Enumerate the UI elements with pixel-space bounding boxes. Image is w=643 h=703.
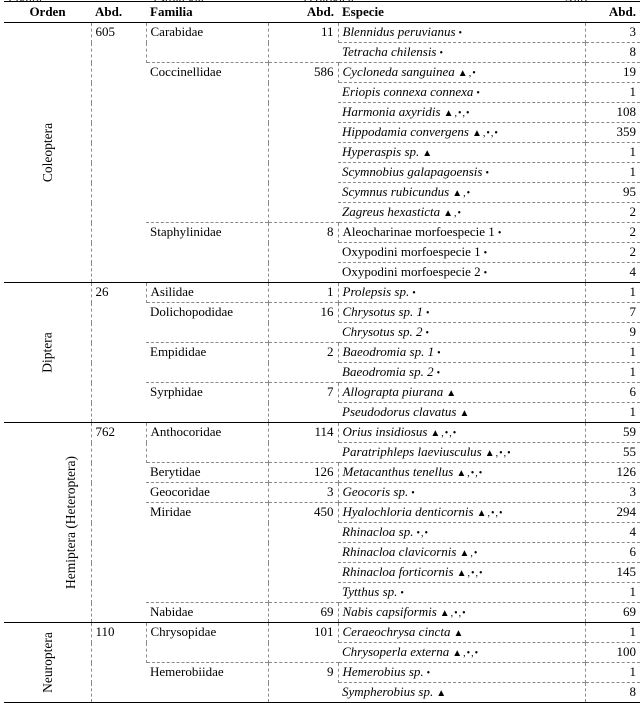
orden-label: Neuroptera [39, 632, 55, 693]
familia-cell: Carabidae [146, 23, 268, 63]
familia-cell: Nabidae [146, 603, 268, 623]
especie-cell [338, 463, 585, 483]
especie-abundance: 95 [585, 183, 640, 203]
strategy-symbols: ▲,• [452, 188, 472, 199]
especie-name: Rhinacloa forticornis [342, 564, 454, 579]
especie-cell [338, 243, 585, 263]
strategy-symbols: ▲ [436, 688, 448, 699]
especie-name: Scymnus rubicundus [342, 184, 450, 199]
strategy-symbols: • [439, 48, 445, 59]
table-document [4, 0, 640, 699]
especie-abundance: 3 [585, 483, 640, 503]
especie-name: Cycloneda sanguinea [342, 64, 455, 79]
especie-cell [338, 543, 585, 563]
especie-name: Blennidus peruvianus [342, 24, 456, 39]
familia-abundance: 2 [268, 343, 338, 383]
especie-abundance: 1 [585, 163, 640, 183]
strategy-symbols: ▲,•,• [443, 108, 471, 119]
especie-cell [338, 283, 585, 303]
especie-cell [338, 523, 585, 543]
strategy-symbols: ▲,•,• [476, 508, 504, 519]
especie-cell [338, 223, 585, 243]
strategy-symbols: • [483, 268, 489, 279]
strategy-symbols: ▲,•,• [471, 128, 499, 139]
especie-abundance: 294 [585, 503, 640, 523]
especie-abundance: 1 [585, 143, 640, 163]
especie-abundance: 69 [585, 603, 640, 623]
strategy-symbols: ▲,•,• [456, 568, 484, 579]
strategy-symbols: ▲,•,• [484, 448, 512, 459]
table-row [4, 283, 640, 303]
especie-cell [338, 403, 585, 423]
especie-name: Harmonia axyridis [342, 104, 441, 119]
especie-cell [338, 503, 585, 523]
especie-name: Tytthus sp. [342, 584, 398, 599]
familia-cell: Chrysopidae [146, 623, 268, 663]
especie-abundance: 1 [585, 363, 640, 383]
orden-abundance: 26 [91, 283, 146, 423]
familia-abundance: 11 [268, 23, 338, 63]
especie-cell [338, 663, 585, 683]
strategy-symbols: •,• [416, 528, 430, 539]
especie-abundance: 126 [585, 463, 640, 483]
familia-cell: Coccinellidae [146, 63, 268, 223]
strategy-symbols: • [497, 228, 503, 239]
especie-cell [338, 123, 585, 143]
especie-name: Rhinacloa clavicornis [342, 544, 457, 559]
especie-name: Hyalochloria denticornis [342, 504, 474, 519]
strategy-symbols: ▲,•,• [452, 648, 480, 659]
especie-cell [338, 443, 585, 463]
table-row [4, 423, 640, 443]
familia-abundance: 9 [268, 663, 338, 703]
especie-abundance: 7 [585, 303, 640, 323]
especie-abundance: 6 [585, 383, 640, 403]
strategy-symbols: • [436, 368, 442, 379]
familia-cell: Anthocoridae [146, 423, 268, 463]
especie-cell [338, 143, 585, 163]
especie-abundance: 1 [585, 83, 640, 103]
strategy-symbols: ▲ [453, 628, 465, 639]
familia-abundance: 16 [268, 303, 338, 343]
familia-cell: Staphylinidae [146, 223, 268, 283]
strategy-symbols: • [483, 248, 489, 259]
strategy-symbols: • [437, 348, 442, 359]
strategy-symbols: ▲,• [443, 208, 462, 219]
especie-name: Sympherobius sp. [342, 684, 434, 699]
familia-cell: Asilidae [146, 283, 268, 303]
especie-name: Paratriphleps laeviusculus [342, 444, 482, 459]
especie-name: Chrysotus sp. 2 [342, 324, 423, 339]
especie-abundance: 108 [585, 103, 640, 123]
orden-cell [4, 623, 91, 703]
especie-abundance: 1 [585, 663, 640, 683]
especie-cell [338, 383, 585, 403]
especie-abundance: 1 [585, 283, 640, 303]
header-abd-orden: Abd. [91, 2, 146, 23]
especie-abundance: 19 [585, 63, 640, 83]
especie-name: Oxypodini morfoespecie 2 [342, 264, 481, 279]
header-row [4, 2, 640, 23]
especie-cell [338, 163, 585, 183]
table-row [4, 623, 640, 643]
familia-abundance: 586 [268, 63, 338, 223]
strategy-symbols: ▲,•,• [439, 608, 467, 619]
especie-name: Aleocharinae morfoespecie 1 [342, 224, 495, 239]
especie-name: Chrysoperla externa [342, 644, 450, 659]
especie-abundance: 1 [585, 623, 640, 643]
strategy-symbols: ▲,•,• [456, 468, 484, 479]
especie-cell [338, 303, 585, 323]
strategy-symbols: ▲ [422, 148, 434, 159]
especie-name: Scymnobius galapagoensis [342, 164, 483, 179]
familia-cell: Berytidae [146, 463, 268, 483]
strategy-symbols: • [425, 328, 431, 339]
especie-cell [338, 643, 585, 663]
especie-abundance: 100 [585, 643, 640, 663]
especie-name: Orius insidiosus [342, 424, 428, 439]
strategy-symbols: ▲ [446, 388, 458, 399]
table-row [4, 23, 640, 43]
strategy-symbols: • [426, 668, 432, 679]
familia-abundance: 69 [268, 603, 338, 623]
strategy-symbols: ▲,•,• [430, 428, 458, 439]
especie-name: Tetracha chilensis [342, 44, 437, 59]
especie-name: Oxypodini morfoespecie 1 [342, 244, 481, 259]
header-familia: Familia [146, 2, 268, 23]
especie-abundance: 59 [585, 423, 640, 443]
especie-cell [338, 563, 585, 583]
especie-name: Hippodamia convergens [342, 124, 469, 139]
orden-label: Diptera [39, 332, 55, 373]
especie-abundance: 8 [585, 43, 640, 63]
especie-abundance: 9 [585, 323, 640, 343]
especie-abundance: 145 [585, 563, 640, 583]
strategy-symbols: • [458, 28, 464, 39]
especie-abundance: 3 [585, 23, 640, 43]
familia-abundance: 1 [268, 283, 338, 303]
especie-name: Zagreus hexasticta [342, 204, 441, 219]
especie-name: Rhinacloa sp. [342, 524, 414, 539]
especie-abundance: 4 [585, 523, 640, 543]
especie-cell [338, 103, 585, 123]
especie-cell [338, 683, 585, 703]
strategy-symbols: • [400, 588, 405, 599]
especie-abundance: 1 [585, 583, 640, 603]
especie-abundance: 2 [585, 203, 640, 223]
strategy-symbols: ▲,• [459, 548, 479, 559]
especie-abundance: 55 [585, 443, 640, 463]
strategy-symbols: • [426, 308, 431, 319]
header-orden: Orden [4, 2, 91, 23]
especie-cell [338, 63, 585, 83]
especie-cell [338, 203, 585, 223]
strategy-symbols: ▲ [459, 408, 471, 419]
especie-name: Chrysotus sp. 1 [342, 304, 424, 319]
header-abd-familia: Abd. [268, 2, 338, 23]
especie-abundance: 6 [585, 543, 640, 563]
strategy-symbols: • [476, 88, 481, 99]
familia-cell: Geocoridae [146, 483, 268, 503]
especie-abundance: 2 [585, 223, 640, 243]
orden-abundance: 762 [91, 423, 146, 623]
especie-abundance: 8 [585, 683, 640, 703]
especie-cell [338, 483, 585, 503]
especie-abundance: 2 [585, 243, 640, 263]
orden-label: Coleoptera [39, 122, 55, 183]
strategy-symbols: • [411, 488, 416, 499]
especie-cell [338, 83, 585, 103]
header-especie: Especie [338, 2, 585, 23]
strategy-symbols: • [485, 168, 490, 179]
especie-cell [338, 583, 585, 603]
especie-name: Metacanthus tenellus [342, 464, 454, 479]
orden-label: Hemiptera (Heteroptera) [63, 455, 79, 590]
especie-name: Eriopis connexa connexa [342, 84, 474, 99]
familia-cell: Empididae [146, 343, 268, 383]
especie-name: Baeodromia sp. 1 [342, 344, 435, 359]
familia-abundance: 114 [268, 423, 338, 463]
especie-cell [338, 323, 585, 343]
especie-cell [338, 23, 585, 43]
species-table [4, 1, 640, 703]
familia-cell: Hemerobiidae [146, 663, 268, 703]
familia-abundance: 7 [268, 383, 338, 423]
familia-cell: Syrphidae [146, 383, 268, 423]
familia-cell: Dolichopodidae [146, 303, 268, 343]
orden-abundance: 605 [91, 23, 146, 283]
strategy-symbols: ▲,• [457, 68, 477, 79]
especie-name: Hemerobius sp. [342, 664, 424, 679]
header-abd-especie: Abd. [585, 2, 640, 23]
orden-abundance: 110 [91, 623, 146, 703]
especie-name: Geocoris sp. [342, 484, 409, 499]
especie-name: Pseudodorus clavatus [342, 404, 457, 419]
especie-cell [338, 423, 585, 443]
familia-abundance: 101 [268, 623, 338, 663]
especie-cell [338, 363, 585, 383]
especie-name: Hyperaspis sp. [342, 144, 420, 159]
especie-name: Baeodromia sp. 2 [342, 364, 434, 379]
especie-name: Nabis capsiformis [342, 604, 437, 619]
orden-cell [4, 23, 91, 283]
familia-abundance: 3 [268, 483, 338, 503]
table-body [4, 23, 640, 703]
familia-abundance: 126 [268, 463, 338, 483]
especie-abundance: 1 [585, 343, 640, 363]
especie-abundance: 359 [585, 123, 640, 143]
orden-cell [4, 423, 91, 623]
especie-cell [338, 183, 585, 203]
familia-abundance: 450 [268, 503, 338, 603]
especie-name: Prolepsis sp. [342, 284, 410, 299]
familia-cell: Miridae [146, 503, 268, 603]
strategy-symbols: • [412, 288, 417, 299]
especie-name: Ceraeochrysa cincta [342, 624, 451, 639]
orden-cell [4, 283, 91, 423]
especie-cell [338, 263, 585, 283]
especie-cell [338, 603, 585, 623]
especie-cell [338, 43, 585, 63]
especie-name: Allograpta piurana [342, 384, 444, 399]
especie-cell [338, 623, 585, 643]
especie-abundance: 4 [585, 263, 640, 283]
especie-abundance: 1 [585, 403, 640, 423]
especie-cell [338, 343, 585, 363]
familia-abundance: 8 [268, 223, 338, 283]
